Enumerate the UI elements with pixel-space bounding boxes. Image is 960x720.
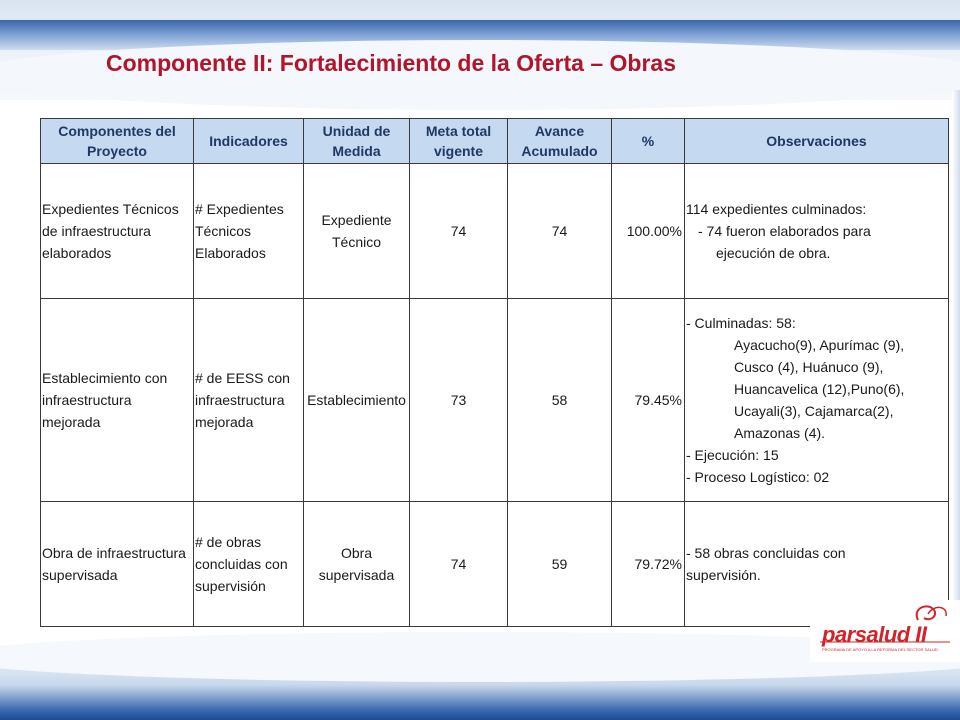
obs-line: ejecución de obra.	[716, 245, 831, 261]
cell-unidad: Establecimiento	[304, 299, 410, 502]
obs-line: supervisión.	[686, 567, 761, 583]
obs-line: Ucayali(3), Cajamarca(2),	[734, 403, 894, 419]
progress-table	[40, 118, 949, 627]
obs-line: - Proceso Logístico: 02	[686, 469, 830, 485]
cell-meta: 73	[410, 299, 508, 502]
header-avance: Avance Acumulado	[508, 119, 612, 164]
cell-observaciones	[685, 299, 949, 502]
cell-componente: Establecimiento con infraestructura mejorada	[41, 299, 194, 502]
table-row	[41, 164, 949, 299]
logo-subtitle: PROGRAMA DE APOYO A LA REFORMA DEL SECTOR SALUD	[822, 647, 938, 652]
cell-componente: Obra de infraestructura supervisada	[41, 502, 194, 627]
header-componentes: Componentes del Proyecto	[41, 119, 194, 164]
obs-line: Huancavelica (12),Puno(6),	[734, 381, 905, 397]
parsalud-logo	[810, 600, 960, 662]
obs-line: - Culminadas: 58:	[686, 315, 796, 331]
cell-avance: 59	[508, 502, 612, 627]
cell-avance: 74	[508, 164, 612, 299]
table-row	[41, 299, 949, 502]
cell-unidad: Expediente Técnico	[304, 164, 410, 299]
cell-indicador: # Expedientes Técnicos Elaborados	[194, 164, 304, 299]
obs-line: Amazonas (4).	[734, 425, 826, 441]
obs-line: 114 expedientes culminados:	[686, 201, 867, 217]
table-header-row	[41, 119, 949, 164]
cell-meta: 74	[410, 164, 508, 299]
cell-indicador: # de obras concluidas con supervisión	[194, 502, 304, 627]
cell-componente: Expedientes Técnicos de infraestructura elaborados	[41, 164, 194, 299]
cell-pct: 100.00%	[612, 164, 685, 299]
slide-title: Componente II: Fortalecimiento de la Oferta – Obras	[106, 50, 677, 76]
header-indicadores: Indicadores	[194, 119, 304, 164]
cell-unidad: Obra supervisada	[304, 502, 410, 627]
header-meta: Meta total vigente	[410, 119, 508, 164]
cell-pct: 79.72%	[612, 502, 685, 627]
cell-avance: 58	[508, 299, 612, 502]
obs-line: - 74 fueron elaborados para	[698, 223, 871, 239]
cell-indicador: # de EESS con infraestructura mejorada	[194, 299, 304, 502]
obs-line: - Ejecución: 15	[686, 447, 779, 463]
cell-meta: 74	[410, 502, 508, 627]
header-unidad: Unidad de Medida	[304, 119, 410, 164]
header-pct: %	[612, 119, 685, 164]
cell-pct: 79.45%	[612, 299, 685, 502]
cell-observaciones	[685, 164, 949, 299]
obs-line: Cusco (4), Huánuco (9),	[734, 359, 884, 375]
right-edge-decoration	[952, 90, 960, 650]
header-observaciones: Observaciones	[685, 119, 949, 164]
obs-line: - 58 obras concluidas con	[686, 545, 846, 561]
obs-line: Ayacucho(9), Apurímac (9),	[734, 337, 905, 353]
logo-wordmark: parsalud II	[822, 622, 927, 647]
